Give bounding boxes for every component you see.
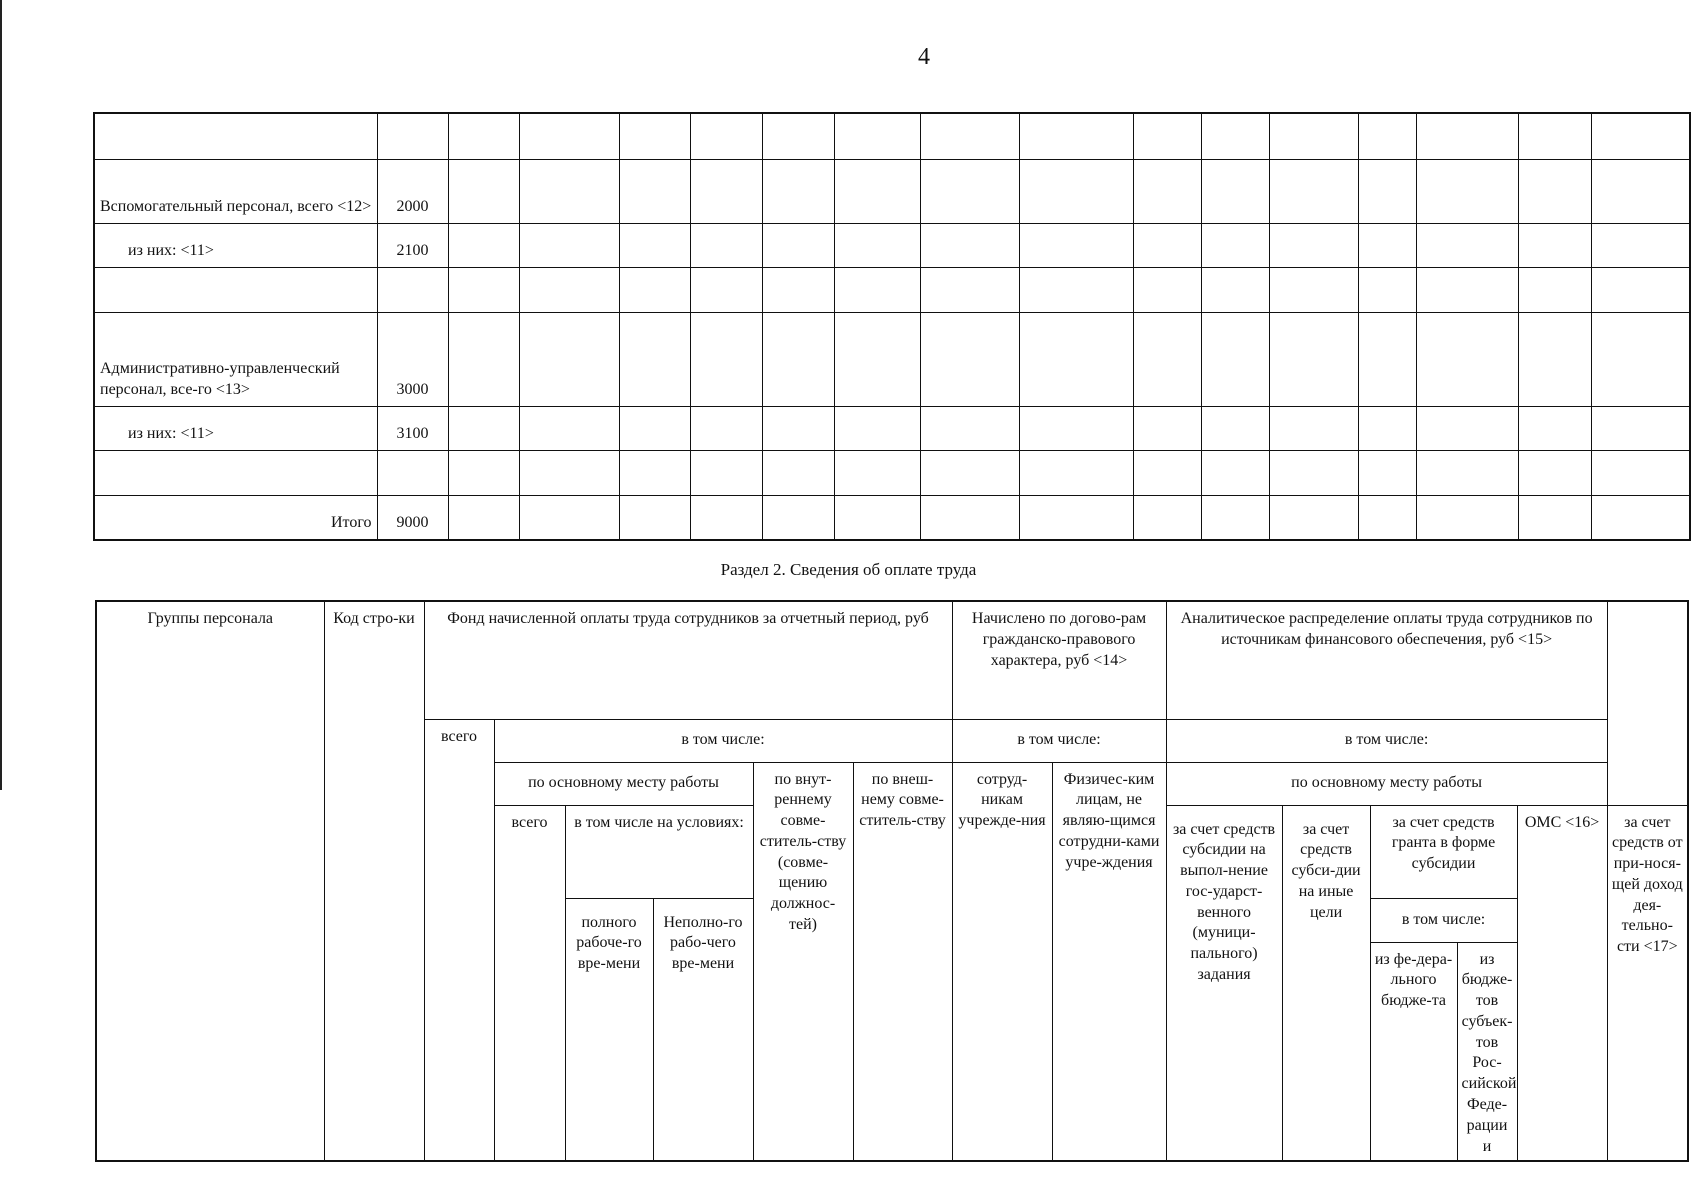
payroll-header-table: [95, 600, 1689, 1162]
row-code: [377, 113, 448, 159]
row-code: 3000: [377, 312, 448, 406]
row-code: 9000: [377, 495, 448, 540]
fund-total-header: всего: [424, 719, 494, 1161]
civil-incl-header: в том числе:: [952, 719, 1166, 762]
col-code-header: Код стро-ки: [324, 601, 424, 1161]
row-label: [94, 267, 377, 312]
fund-incl-header: в том числе:: [494, 719, 952, 762]
part-time-header: Неполно-го рабо-чего вре-мени: [653, 898, 753, 1161]
federal-budget-header: из фе-дера-льного бюдже-та: [1370, 942, 1457, 1161]
income-activity-header: за счет средств от при-нося-щей доход дея-тельно-сти <17>: [1607, 805, 1688, 1161]
row-label: [94, 450, 377, 495]
row-code: [377, 267, 448, 312]
row-code: 3100: [377, 406, 448, 450]
row-code: [377, 450, 448, 495]
table-row: [94, 267, 1690, 312]
row-label: из них: <11>: [94, 223, 377, 267]
conditions-header: в том числе на условиях:: [565, 805, 753, 898]
external-combining-header: по внеш-нему совме-ститель-ству: [853, 762, 952, 1161]
analytic-main-place-header: по основному месту работы: [1166, 762, 1607, 805]
table-row: [94, 495, 1690, 540]
row-code: 2000: [377, 159, 448, 223]
row-label: [94, 113, 377, 159]
grant-incl-header: в том числе:: [1370, 898, 1517, 942]
table-row: [94, 223, 1690, 267]
grant-header: за счет средств гранта в форме субсидии: [1370, 805, 1517, 898]
payroll-fund-header: Фонд начисленной оплаты труда сотрудников за отчетный период, руб: [424, 601, 952, 719]
row-label-total: Итого: [94, 495, 377, 540]
row-label: из них: <11>: [94, 406, 377, 450]
civil-contracts-header: Начислено по догово-рам гражданско-правового характера, руб <14>: [952, 601, 1166, 719]
main-place-total-header: всего: [494, 805, 565, 1161]
section-2-heading: Раздел 2. Сведения об оплате труда: [720, 560, 977, 579]
table-row: [94, 113, 1690, 159]
subsidy-other-header: за счет средств субси-дии на иные цели: [1282, 805, 1370, 1161]
regional-budget-header: из бюдже-тов субъек-тов Рос-сийской Феде-рации и: [1457, 942, 1517, 1161]
left-margin-rule: [0, 0, 2, 790]
subsidy-task-header: за счет средств субсидии на выпол-нение гос-ударст-венного (муници-пального) задания: [1166, 805, 1282, 1161]
row-label: Вспомогательный персонал, всего <12>: [94, 159, 377, 223]
table-row: [94, 450, 1690, 495]
analytic-incl-header: в том числе:: [1166, 719, 1607, 762]
page-number: 4: [918, 44, 930, 70]
table-row: [94, 312, 1690, 406]
analytic-distribution-header: Аналитическое распределение оплаты труда сотрудников по источникам финансового обеспечения, руб <15>: [1166, 601, 1607, 719]
row-code: 2100: [377, 223, 448, 267]
individuals-header: Физичес-ким лицам, не являю-щимся сотрудни-ками учре-ждения: [1052, 762, 1166, 1161]
staff-header: сотруд-никам учрежде-ния: [952, 762, 1052, 1161]
internal-combining-header: по внут-реннему совме-ститель-ству (совме-щению должнос-тей): [753, 762, 853, 1161]
table-row: [94, 406, 1690, 450]
oms-header: ОМС <16>: [1517, 805, 1607, 1161]
staff-count-table: [93, 112, 1691, 541]
main-place-header: по основному месту работы: [494, 762, 753, 805]
col-groups-header: Группы персонала: [96, 601, 324, 1161]
table-row: [94, 159, 1690, 223]
full-time-header: полного рабоче-го вре-мени: [565, 898, 653, 1161]
row-label: Административно-управленческий персонал, все-го <13>: [94, 312, 377, 406]
